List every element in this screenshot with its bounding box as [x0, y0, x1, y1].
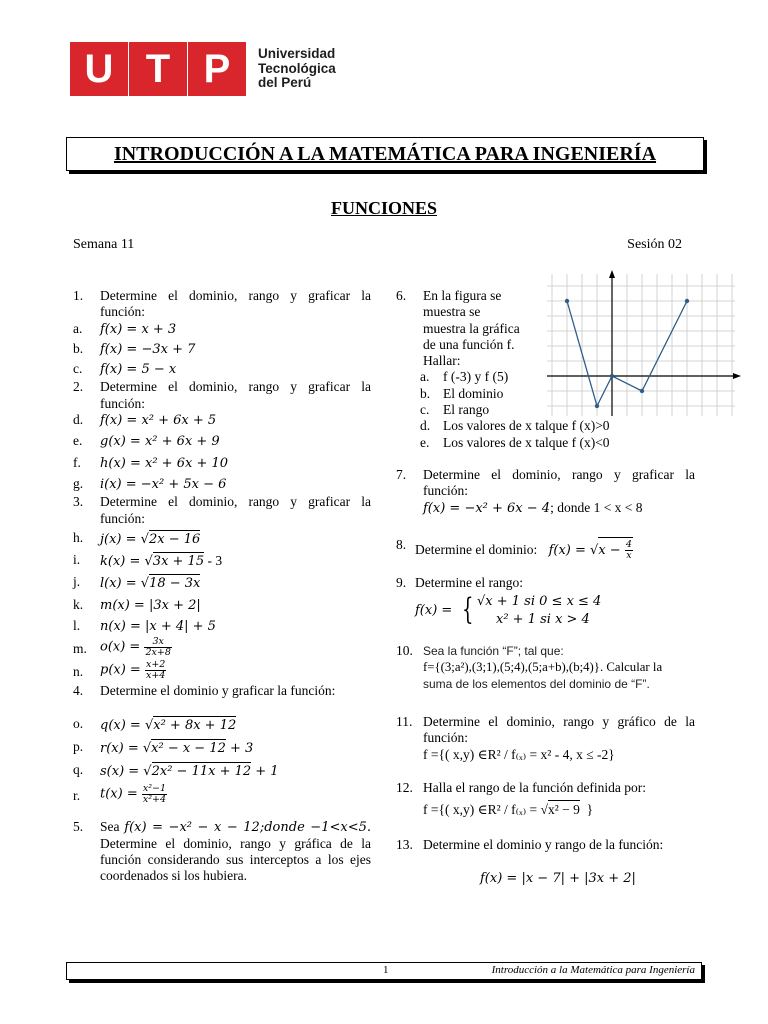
question-number: 7. — [396, 466, 407, 482]
question-expr-tail: ; donde 1 < x < 8 — [550, 499, 643, 515]
item-expr: 𝑓(𝑥) = 5 − 𝑥 — [100, 362, 177, 378]
item-expr: 𝑟(𝑥) = √ — [100, 740, 152, 756]
left-column — [73, 288, 371, 885]
item-label: l. — [73, 618, 81, 634]
item-b — [73, 341, 371, 358]
item-expr: 𝑙(𝑥) = √ — [100, 576, 150, 592]
numerator: 𝑥²−1 — [142, 782, 167, 794]
piecewise-function — [415, 593, 695, 629]
item-text: El dominio — [443, 385, 504, 401]
page-title: INTRODUCCIÓN A LA MATEMÁTICA PARA INGENIERÍA — [113, 142, 657, 165]
item-o — [73, 716, 371, 734]
radicand-text: 𝑥 − — [598, 542, 625, 558]
question-line: Sea la función “F”; tal que: — [423, 644, 564, 659]
question-text: Determine el rango: — [415, 574, 523, 590]
denominator: 2𝑥+8 — [145, 647, 171, 659]
item-expr: 𝑔(𝑥) = 𝑥² + 6𝑥 + 9 — [100, 434, 220, 450]
question-12 — [396, 780, 695, 819]
fraction — [144, 637, 171, 658]
radicand — [598, 537, 633, 561]
week-label: Semana 11 — [73, 237, 135, 252]
question-line: de una función f. — [423, 336, 515, 352]
denominator: 𝑥²+4 — [142, 793, 167, 805]
institution-line-2: Tecnológica — [258, 60, 336, 76]
question-number: 13. — [396, 836, 413, 852]
question-text: Determine el dominio, rango y gráfico de la función: — [423, 714, 695, 746]
item-label: b. — [420, 385, 431, 401]
item-label: d. — [73, 412, 84, 428]
question-text: Determine el dominio: — [415, 541, 538, 557]
question-number: 2. — [73, 379, 84, 395]
question-text: Determine el dominio, rango y graficar la función: — [423, 466, 695, 499]
item-label: n. — [73, 664, 84, 680]
question-expr: f ={( x,y) ∈R² / f₍ₓ₎ = x² - 4, x ≤ -2} — [423, 746, 615, 762]
item-expr: 𝑜(𝑥) = — [100, 639, 145, 655]
denominator: 𝑥 — [626, 549, 632, 561]
item-label: o. — [73, 715, 84, 731]
session-label: Sesión 02 — [627, 237, 682, 252]
item-r — [73, 784, 371, 805]
item-label: m. — [73, 641, 87, 657]
item-expr: ℎ(𝑥) = 𝑥² + 6𝑥 + 10 — [100, 455, 229, 471]
institution-line-3: del Perú — [258, 75, 312, 90]
question-1 — [73, 288, 371, 321]
item-label: j. — [73, 574, 81, 590]
question-expr: 𝑓(𝑥) = −𝑥² − 𝑥 − 12 — [124, 819, 260, 835]
item-expr: 𝑓(𝑥) = 𝑥² + 6𝑥 + 5 — [100, 413, 217, 429]
question-number: 1. — [73, 288, 84, 303]
question-line: suma de los elementos del dominio de “F”. — [423, 676, 650, 691]
item-a — [73, 321, 371, 338]
denominator: 𝑥+4 — [145, 670, 166, 682]
question-number: 8. — [396, 536, 407, 552]
item-label: a. — [420, 369, 430, 385]
item-label: a. — [73, 320, 83, 336]
graph-point — [595, 404, 599, 408]
piecewise-lhs: 𝑓(𝑥) = — [415, 603, 453, 619]
fraction — [145, 660, 166, 681]
expr-tail: } — [579, 802, 594, 818]
numerator: 4 — [625, 538, 632, 550]
question-4 — [73, 683, 371, 699]
item-text: f (-3) y f (5) — [443, 369, 509, 385]
item-expr: 𝑞(𝑥) = √ — [100, 717, 154, 733]
question-number: 11. — [396, 714, 413, 730]
item-e — [73, 433, 371, 450]
item-expr-tail: - 3 — [204, 553, 223, 569]
question-line: muestra se — [423, 304, 481, 320]
item-label: e. — [73, 433, 83, 449]
item-label: p. — [73, 738, 84, 754]
fraction — [625, 540, 633, 561]
item-d — [73, 412, 371, 429]
item-label: q. — [73, 762, 84, 778]
question-expr: 𝑓(𝑥) = — [548, 542, 591, 558]
item-expr: 𝑗(𝑥) = √ — [100, 531, 149, 547]
item — [420, 435, 695, 451]
item-expr: 𝑠(𝑥) = √ — [100, 764, 152, 780]
page-subtitle: FUNCIONES — [330, 198, 437, 218]
item-expr: 𝑓(𝑥) = 𝑥 + 3 — [100, 321, 177, 337]
x-axis-arrow — [733, 373, 741, 379]
graph-point — [610, 374, 614, 378]
question-text: Determine el dominio y graficar la función: — [100, 683, 336, 699]
item-j — [73, 574, 371, 592]
piecewise-case-1: √𝑥 + 1 𝑠𝑖 0 ≤ 𝑥 ≤ 4 — [477, 594, 602, 610]
item-expr-tail: + 3 — [225, 740, 254, 756]
question-5 — [73, 819, 371, 885]
numerator: 3𝑥 — [144, 637, 171, 648]
piecewise-case-2: 𝑥² + 1 𝑠𝑖 𝑥 > 4 — [496, 612, 590, 628]
question-11 — [396, 714, 695, 763]
radicand: 𝑥² + 8𝑥 + 12 — [153, 717, 237, 733]
question-number: 3. — [73, 494, 84, 510]
question-line: muestra la gráfica — [423, 320, 520, 336]
logo-letter-p: P — [188, 42, 246, 96]
item-label: g. — [73, 475, 84, 491]
item-n — [73, 660, 371, 681]
question-text: Determine el dominio, rango y graficar la función: — [100, 288, 371, 320]
question-number: 5. — [73, 818, 84, 834]
item-expr-tail: + 1 — [251, 764, 279, 780]
question-13 — [396, 837, 695, 888]
item-h — [73, 530, 371, 548]
question-number: 4. — [73, 683, 84, 699]
item-expr: 𝑘(𝑥) = √ — [100, 554, 153, 570]
footer-text: Introducción a la Matemática para Ingeniería — [491, 964, 695, 976]
brace: { — [462, 592, 474, 628]
item-label: r. — [73, 787, 81, 803]
question-expr: 𝑓(𝑥) = −𝑥² + 6𝑥 − 4 — [423, 500, 551, 516]
question-text: Determine el dominio, rango y graficar la función: — [100, 379, 371, 411]
item-f — [73, 455, 371, 472]
radicand: 18 − 3𝑥 — [149, 576, 201, 592]
radicand: 3𝑥 + 15 — [152, 554, 205, 570]
item-m — [73, 637, 371, 658]
graph-grid — [547, 274, 735, 416]
item-label: c. — [420, 402, 430, 418]
item-expr: 𝑚(𝑥) = |3𝑥 + 2| — [100, 597, 201, 613]
question-number: 9. — [396, 574, 407, 590]
item-p — [73, 739, 371, 757]
question-text: Determine el dominio y rango de la función: — [423, 836, 664, 852]
item-text: Los valores de x talque f (x)>0 — [443, 418, 610, 434]
item — [420, 418, 695, 434]
graph-point — [565, 299, 569, 303]
question-number: 12. — [396, 779, 413, 795]
page-number: 1 — [383, 964, 389, 976]
question-expr: 𝑓(𝑥) = |𝑥 − 7| + |3𝑥 + 2| — [480, 870, 636, 886]
question-9 — [396, 575, 695, 629]
graph-point — [640, 389, 644, 393]
logo-letter-t: T — [129, 42, 187, 96]
item-l — [73, 618, 371, 635]
question-2 — [73, 379, 371, 412]
item-g — [73, 476, 371, 493]
item-expr: 𝑓(𝑥) = −3𝑥 + 7 — [100, 341, 196, 357]
item-expr: 𝑖(𝑥) = −𝑥² + 5𝑥 − 6 — [100, 476, 227, 492]
item-text: Los valores de x talque f (x)<0 — [443, 434, 610, 450]
item-label: e. — [420, 434, 430, 450]
question-line: Hallar: — [423, 353, 461, 369]
question-text: Determine el dominio, rango y graficar la función: — [100, 494, 371, 526]
question-7 — [396, 467, 695, 517]
y-axis-arrow — [609, 270, 615, 278]
item-expr: 𝑡(𝑥) = — [100, 786, 142, 802]
logo-letter-u: U — [70, 42, 128, 96]
item-label: h. — [73, 529, 84, 545]
item-label: d. — [420, 418, 431, 434]
question-lead: Sea — [100, 818, 125, 834]
institution-line-1: Universidad — [258, 46, 336, 61]
question-number: 10. — [396, 643, 413, 659]
item-c — [73, 361, 371, 378]
numerator: 𝑥+2 — [145, 659, 166, 671]
title-box — [66, 137, 704, 171]
item-i — [73, 552, 371, 570]
item-label: i. — [73, 552, 81, 568]
fraction — [142, 784, 167, 805]
institution-name — [258, 47, 336, 91]
radicand: 2𝑥² − 11𝑥 + 12 — [151, 764, 252, 780]
item-expr: 𝑝(𝑥) = — [100, 662, 145, 678]
item-label: f. — [73, 454, 81, 470]
item-text: El rango — [443, 402, 490, 418]
question-number: 6. — [396, 288, 407, 303]
question-8: 8. Determine el dominio: 𝑓(𝑥) = √𝑥 − $\frac{4}{\text{𝑥}}$ — [396, 536, 632, 561]
function-graph — [545, 270, 741, 420]
question-text: Determine el dominio, rango y gráfica de la función considerando sus interceptos a los ejes coordenados si los hubiera. — [100, 835, 371, 884]
radicand: x² − 9 — [547, 802, 580, 818]
page-footer — [66, 962, 702, 980]
question-3 — [73, 494, 371, 527]
item-label: c. — [73, 361, 83, 377]
item-k — [73, 597, 371, 614]
graph-point — [685, 299, 689, 303]
question-expr-tail: ;donde −1<𝑥<5. — [259, 819, 371, 835]
question-line: f={(3;a²),(3;1),(5;4),(5;a+b),(b;4)}. Calcular la — [423, 660, 663, 675]
item-q — [73, 762, 371, 780]
question-10 — [396, 643, 695, 692]
expr-lhs: f ={( x,y) ∈R² / f₍ₓ₎ = √ — [423, 802, 548, 818]
radicand: 2𝑥 − 16 — [148, 531, 201, 547]
question-text: Halla el rango de la función definida por: — [423, 779, 647, 795]
question-expr — [423, 800, 695, 818]
item-label: k. — [73, 596, 84, 612]
radicand: 𝑥² − 𝑥 − 12 — [151, 740, 226, 756]
item-label: b. — [73, 340, 84, 356]
item-expr: 𝑛(𝑥) = |𝑥 + 4| + 5 — [100, 619, 216, 635]
question-line: En la figura se — [423, 288, 502, 303]
